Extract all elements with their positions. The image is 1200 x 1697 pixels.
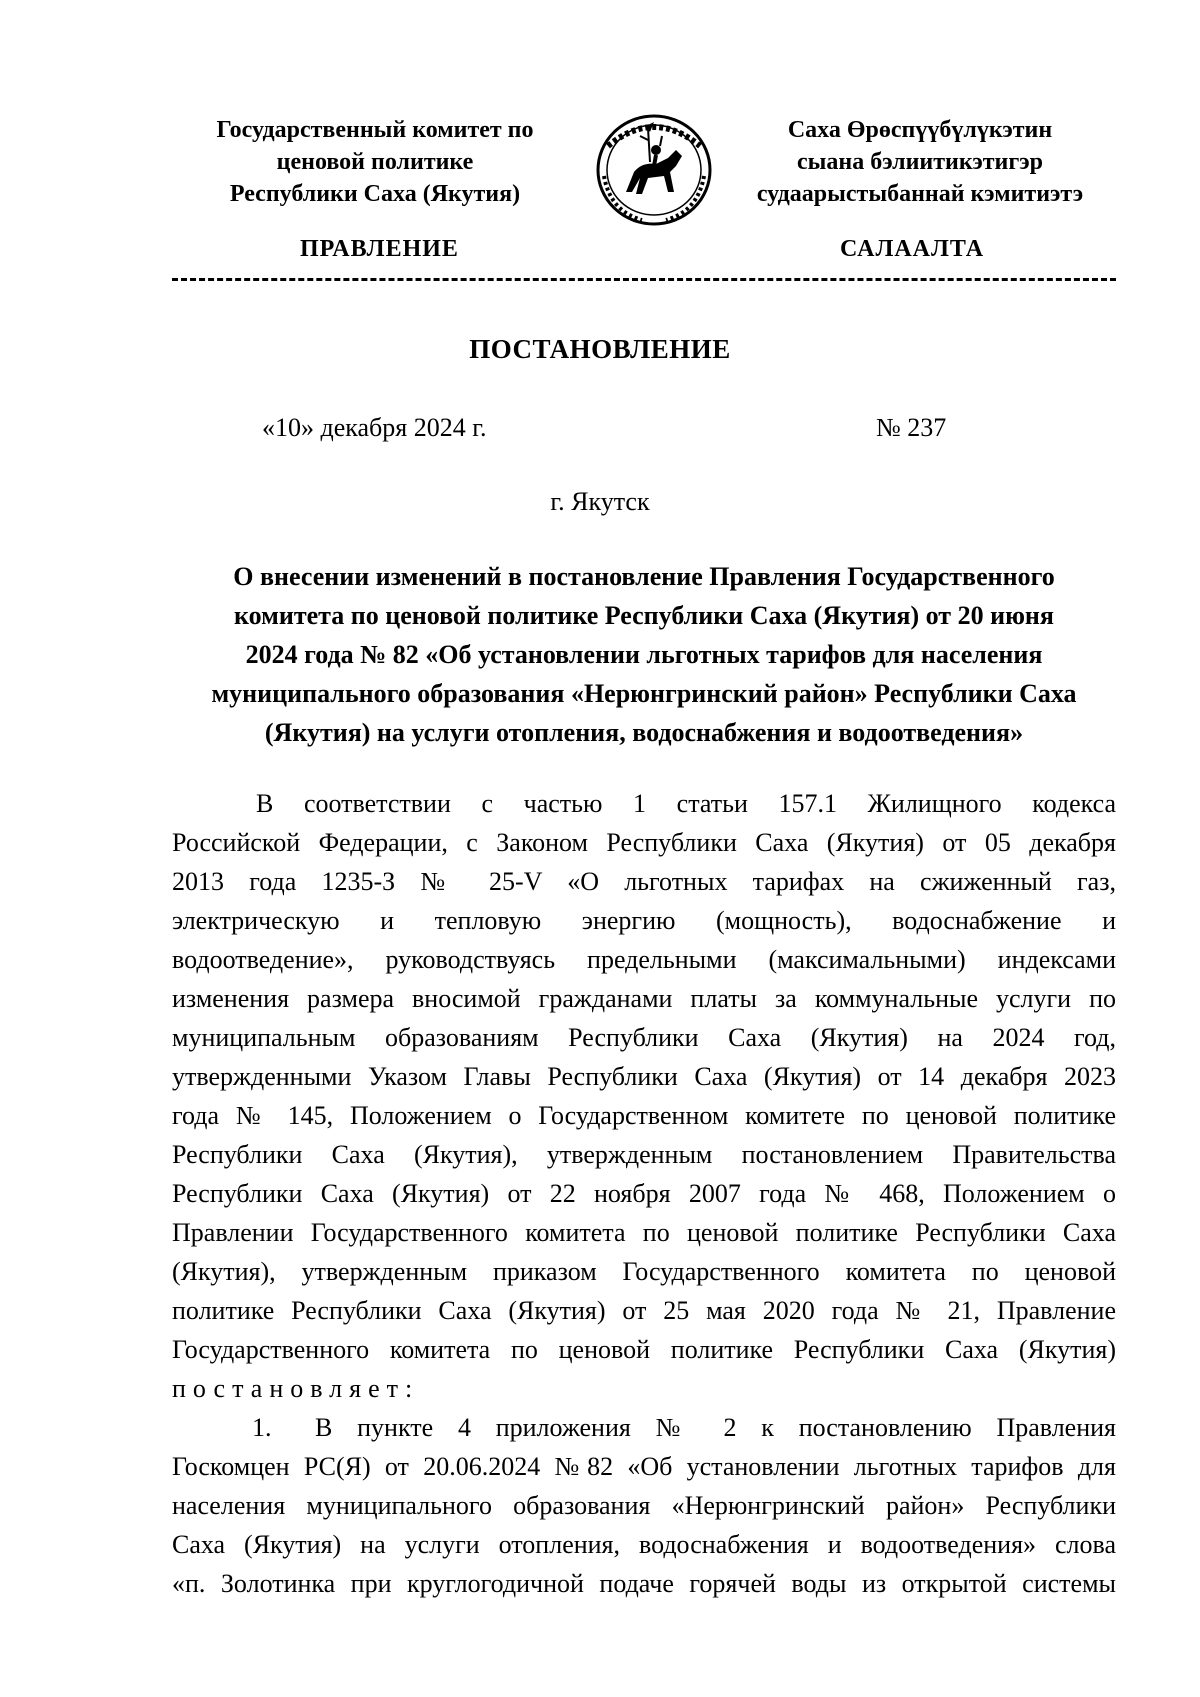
decree-word: постановляет: — [172, 1374, 420, 1403]
board-label-ru: ПРАВЛЕНИЕ — [300, 236, 459, 262]
preamble-line: 2013 года 1235-З № 25-V «О льготных тарифах на сжиженный газ, — [172, 867, 1116, 896]
document-city: г. Якутск — [550, 487, 650, 516]
header-left-line: Государственный комитет по — [216, 117, 534, 143]
document-title: ПОСТАНОВЛЕНИЕ — [469, 334, 731, 364]
header-left-line: ценовой политике — [276, 149, 474, 175]
header-right-line: судаарыстыбаннай кэмитиэтэ — [756, 181, 1084, 207]
preamble-line: года № 145, Положением о Государственном комитете по ценовой политике — [172, 1101, 1116, 1130]
header-right-line: сыана бэлиитикэтигэр — [796, 149, 1043, 175]
document-date: «10» декабря 2024 г. — [262, 413, 487, 442]
preamble-line: (Якутия), утвержденным приказом Государственного комитета по ценовой — [172, 1257, 1116, 1286]
preamble-line: водоотведение», руководствуясь предельными (максимальными) индексами — [172, 945, 1116, 974]
item-1-text-start: В пункте 4 приложения № 2 к постановлению Правления — [315, 1413, 1116, 1442]
coat-of-arms-emblem-icon — [590, 106, 718, 230]
item-1-number: 1. — [252, 1413, 272, 1442]
subject-line: 2024 года № 82 «Об установлении льготных тарифов для населения — [245, 640, 1043, 669]
header-right-line: Саха Өрөспүүбүлүкэтин — [787, 117, 1053, 143]
preamble-line: В соответствии с частью 1 статьи 157.1 Жилищного кодекса — [256, 789, 1116, 818]
subject-line: муниципального образования «Нерюнгринский район» Республики Саха — [211, 679, 1077, 708]
preamble-line: Российской Федерации, с Законом Республики Саха (Якутия) от 05 декабря — [172, 828, 1116, 857]
subject-line: (Якутия) на услуги отопления, водоснабжения и водоотведения» — [264, 718, 1024, 747]
document-number: № 237 — [876, 413, 947, 442]
document-subject — [172, 557, 1116, 752]
preamble-line: муниципальным образованиям Республики Саха (Якутия) на 2024 год, — [172, 1023, 1116, 1052]
item-1-line: населения муниципального образования «Нерюнгринский район» Республики — [172, 1491, 1116, 1520]
document-body — [172, 784, 1116, 1603]
preamble-line: Республики Саха (Якутия), утвержденным постановлением Правительства — [172, 1140, 1116, 1169]
item-1-line: «п. Золотинка при круглогодичной подаче горячей воды из открытой системы — [172, 1569, 1116, 1598]
header-divider — [172, 278, 1116, 281]
preamble-line: Государственного комитета по ценовой политике Республики Саха (Якутия) — [172, 1335, 1116, 1364]
preamble-line: политике Республики Саха (Якутия) от 25 мая 2020 года № 21, Правление — [172, 1296, 1116, 1325]
preamble-line: электрическую и тепловую энергию (мощность), водоснабжение и — [172, 906, 1116, 935]
preamble-line: утвержденными Указом Главы Республики Саха (Якутия) от 14 декабря 2023 — [172, 1062, 1116, 1091]
subject-line: комитета по ценовой политике Республики Саха (Якутия) от 20 июня — [234, 601, 1054, 630]
header-right-block — [720, 114, 1120, 210]
item-1-line: Госкомцен РС(Я) от 20.06.2024 №82 «Об установлении льготных тарифов для — [172, 1452, 1116, 1481]
header-left-block — [185, 114, 565, 210]
subject-line: О внесении изменений в постановление Правления Государственного — [233, 562, 1055, 591]
preamble-line: Правлении Государственного комитета по ценовой политике Республики Саха — [172, 1218, 1116, 1247]
item-1-first-line — [172, 1408, 1116, 1447]
board-label-sah: САЛААЛТА — [840, 236, 985, 262]
preamble-line: Республики Саха (Якутия) от 22 ноября 2007 года № 468, Положением о — [172, 1179, 1116, 1208]
preamble-line: изменения размера вносимой гражданами платы за коммунальные услуги по — [172, 984, 1116, 1013]
header-left-line: Республики Саха (Якутия) — [229, 181, 521, 207]
item-1-line: Саха (Якутия) на услуги отопления, водоснабжения и водоотведения» слова — [172, 1530, 1116, 1559]
